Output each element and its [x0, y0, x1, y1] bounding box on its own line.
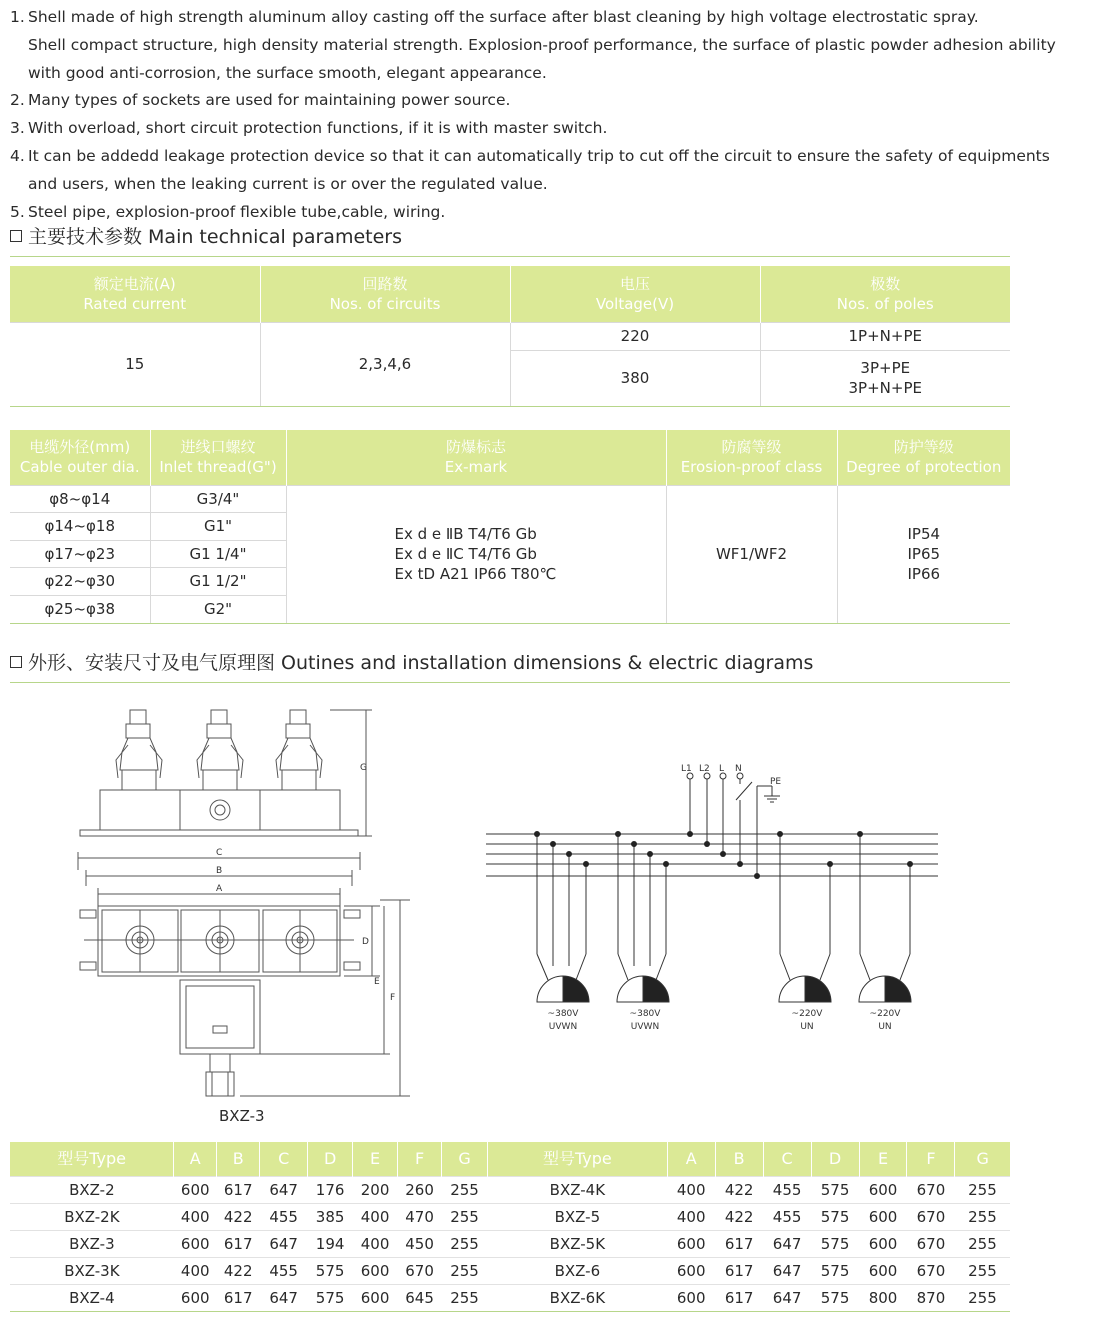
table-row: [10, 1177, 1010, 1204]
header-cable-dia: 电缆外径(mm) Cable outer dia.: [10, 430, 150, 485]
socket-symbols: [537, 976, 911, 1002]
table-cell: 400: [667, 1204, 715, 1231]
header-exmark: 防爆标志 Ex-mark: [286, 430, 666, 485]
electric-diagram: [486, 778, 938, 980]
cable-dia-value: φ22~φ30: [10, 567, 150, 595]
feature-number: 5.: [10, 202, 25, 221]
table-cell: 670: [398, 1258, 442, 1285]
header-cell: F: [907, 1142, 955, 1177]
table-cell: 455: [763, 1177, 811, 1204]
bus-label: L: [719, 764, 725, 774]
table-cell: BXZ-2K: [10, 1204, 174, 1231]
table-cell: 670: [907, 1231, 955, 1258]
feature-text: and users, when the leaking current is or over the regulated value.: [28, 174, 548, 193]
thread-value: G1 1/2": [150, 567, 286, 595]
thread-value: G1 1/4": [150, 540, 286, 567]
poles-value: 1P+N+PE: [760, 322, 1010, 350]
header-cell: E: [859, 1142, 907, 1177]
table-cell: 575: [811, 1204, 859, 1231]
table-cell: 575: [308, 1285, 353, 1312]
table-header-row: [10, 266, 1010, 322]
feature-text: Shell compact structure, high density material strength. Explosion-proof performance, the surface of plastic powder adhesion ability: [28, 35, 1056, 54]
table-cell: 422: [715, 1204, 763, 1231]
socket-voltage: ~220V: [791, 1009, 823, 1019]
table-cell: 255: [955, 1231, 1010, 1258]
protection-value: IP54 IP65 IP66: [837, 485, 1010, 623]
socket-phase: UN: [878, 1022, 892, 1032]
checkbox-square-icon: [10, 656, 22, 668]
bus-label: N: [735, 764, 742, 774]
voltage-value: 380: [510, 350, 760, 406]
header-cell: C: [763, 1142, 811, 1177]
header-cell: B: [715, 1142, 763, 1177]
table-header-row: [10, 1142, 1010, 1177]
table-row: [10, 1204, 1010, 1231]
table-cell: 647: [763, 1231, 811, 1258]
socket-voltage: ~380V: [547, 1009, 579, 1019]
section-title-drawings: [10, 650, 813, 676]
table-cell: 422: [715, 1177, 763, 1204]
table-cell: 255: [955, 1204, 1010, 1231]
feature-number: 3.: [10, 119, 25, 138]
table-cell: 400: [667, 1177, 715, 1204]
header-cell: C: [260, 1142, 308, 1177]
socket-phase: UVWN: [630, 1022, 660, 1032]
table-cell: BXZ-2: [10, 1177, 174, 1204]
plug-icon: [197, 710, 243, 790]
bus-label: L1: [681, 764, 692, 774]
header-cell: 型号Type: [488, 1142, 668, 1177]
section-title-text: 主要技术参数 Main technical parameters: [28, 226, 402, 248]
cable-dia-value: φ8~φ14: [10, 485, 150, 512]
cable-dia-value: φ25~φ38: [10, 595, 150, 623]
table-cell: 670: [907, 1258, 955, 1285]
header-voltage: 电压 Voltage(V): [510, 266, 760, 322]
feature-text: Many types of sockets are used for maintaining power source.: [28, 91, 511, 110]
section-divider: [10, 256, 1010, 257]
table-cell: 575: [811, 1258, 859, 1285]
header-cell: E: [353, 1142, 398, 1177]
table-cell: 400: [174, 1258, 217, 1285]
table-cell: 455: [763, 1204, 811, 1231]
table-row: [10, 1258, 1010, 1285]
table-cell: 422: [217, 1258, 260, 1285]
section-title-technical: [10, 224, 402, 250]
table-cell: 617: [715, 1231, 763, 1258]
header-cell: G: [442, 1142, 488, 1177]
technical-params-table: [10, 266, 1010, 407]
table-cell: 200: [353, 1177, 398, 1204]
feature-item-4: [10, 143, 1095, 199]
table-cell: 455: [260, 1258, 308, 1285]
table-cell: 255: [955, 1285, 1010, 1312]
table-cell: 400: [174, 1204, 217, 1231]
plug-icon: [116, 710, 162, 790]
circuits-value: 2,3,4,6: [260, 322, 510, 406]
table-cell: 617: [217, 1285, 260, 1312]
feature-item-5: [10, 199, 1095, 227]
table-cell: 400: [353, 1231, 398, 1258]
table-cell: 600: [667, 1231, 715, 1258]
rated-current-value: 15: [10, 322, 260, 406]
table-cell: 600: [859, 1258, 907, 1285]
table-cell: 194: [308, 1231, 353, 1258]
table-cell: 255: [442, 1177, 488, 1204]
table-cell: 255: [442, 1285, 488, 1312]
header-cell: B: [217, 1142, 260, 1177]
table-cell: 575: [308, 1258, 353, 1285]
voltage-value: 220: [510, 322, 760, 350]
header-circuits: 回路数 Nos. of circuits: [260, 266, 510, 322]
table-cell: BXZ-5K: [488, 1231, 668, 1258]
model-label: BXZ-3: [219, 1107, 265, 1125]
header-inlet-thread: 进线口螺纹 Inlet thread(G"): [150, 430, 286, 485]
table-cell: 255: [442, 1258, 488, 1285]
cable-dia-value: φ14~φ18: [10, 512, 150, 540]
thread-value: G2": [150, 595, 286, 623]
table-cell: 255: [955, 1258, 1010, 1285]
feature-text: With overload, short circuit protection functions, if it is with master switch.: [28, 119, 608, 138]
header-cell: A: [174, 1142, 217, 1177]
header-cell: 型号Type: [10, 1142, 174, 1177]
checkbox-square-icon: [10, 230, 22, 242]
header-cell: A: [667, 1142, 715, 1177]
table-cell: 600: [667, 1258, 715, 1285]
header-cell: D: [308, 1142, 353, 1177]
table-cell: 600: [859, 1204, 907, 1231]
table-cell: BXZ-3K: [10, 1258, 174, 1285]
table-cell: 645: [398, 1285, 442, 1312]
table-cell: BXZ-5: [488, 1204, 668, 1231]
table-cell: BXZ-4: [10, 1285, 174, 1312]
header-cell: D: [811, 1142, 859, 1177]
table-cell: 575: [811, 1285, 859, 1312]
table-cell: 870: [907, 1285, 955, 1312]
feature-item-1: [10, 4, 1095, 87]
pe-label: PE: [770, 777, 782, 787]
feature-number: 2.: [10, 91, 25, 110]
feature-item-3: [10, 115, 1095, 143]
feature-item-2: [10, 87, 1095, 115]
table-cell: 617: [715, 1258, 763, 1285]
table-cell: 800: [859, 1285, 907, 1312]
model-dimensions-table: [10, 1142, 1010, 1312]
table-cell: 600: [174, 1177, 217, 1204]
socket-icon: [537, 976, 563, 1002]
table-cell: BXZ-6K: [488, 1285, 668, 1312]
table-cell: 600: [859, 1177, 907, 1204]
table-cell: 670: [907, 1204, 955, 1231]
table-cell: 400: [353, 1204, 398, 1231]
socket-icon: [617, 976, 643, 1002]
socket-phase: UN: [800, 1022, 814, 1032]
table-cell: BXZ-4K: [488, 1177, 668, 1204]
socket-voltage: ~380V: [629, 1009, 661, 1019]
table-cell: BXZ-6: [488, 1258, 668, 1285]
thread-value: G3/4": [150, 485, 286, 512]
dim-label-b: B: [216, 866, 223, 876]
table-cell: 617: [715, 1285, 763, 1312]
table-cell: 647: [260, 1285, 308, 1312]
socket-voltage: ~220V: [869, 1009, 901, 1019]
table-cell: 450: [398, 1231, 442, 1258]
table-cell: 255: [442, 1204, 488, 1231]
table-row: [10, 485, 1010, 512]
dim-label-c: C: [216, 848, 223, 858]
feature-text: It can be addedd leakage protection device so that it can automatically trip to cut off the circuit to ensure the safety of equipments: [28, 146, 1050, 165]
table-cell: 575: [811, 1231, 859, 1258]
table-cell: 600: [353, 1285, 398, 1312]
section-divider: [10, 682, 1010, 683]
socket-icon: [779, 976, 805, 1002]
table-row: [10, 1285, 1010, 1312]
thread-value: G1": [150, 512, 286, 540]
table-cell: 647: [260, 1231, 308, 1258]
bus-label: L2: [699, 764, 710, 774]
exmark-value: Ex d e ⅡB T4/T6 Gb Ex d e ⅡC T4/T6 Gb Ex tD A21 IP66 T80℃: [286, 485, 666, 623]
table-cell: 255: [955, 1177, 1010, 1204]
table-cell: 617: [217, 1177, 260, 1204]
table-row: [10, 322, 1010, 350]
table-cell: 600: [859, 1231, 907, 1258]
table-cell: 647: [763, 1285, 811, 1312]
table-cell: 176: [308, 1177, 353, 1204]
table-row: [10, 1231, 1010, 1258]
dim-label-a: A: [216, 884, 223, 894]
socket-icon: [859, 976, 885, 1002]
plug-icon: [276, 710, 322, 790]
table-cell: 670: [907, 1177, 955, 1204]
header-poles: 极数 Nos. of poles: [760, 266, 1010, 322]
poles-value: 3P+PE 3P+N+PE: [760, 350, 1010, 406]
table-cell: 260: [398, 1177, 442, 1204]
header-cell: G: [955, 1142, 1010, 1177]
header-protection: 防护等级 Degree of protection: [837, 430, 1010, 485]
feature-text: Shell made of high strength aluminum alloy casting off the surface after blast cleaning by high voltage electrostatic spray.: [28, 8, 979, 26]
section-title-text: 外形、安装尺寸及电气原理图 Outines and installation dimensions & electric diagrams: [28, 652, 814, 674]
drawings-area: [0, 690, 1100, 1140]
table-header-row: [10, 430, 1010, 485]
dim-label-f: F: [390, 993, 396, 1003]
table-cell: 600: [174, 1285, 217, 1312]
feature-text: Steel pipe, explosion-proof flexible tube,cable, wiring.: [28, 202, 446, 221]
socket-phase: UVWN: [548, 1022, 578, 1032]
feature-list: [10, 4, 1095, 226]
table-cell: 600: [353, 1258, 398, 1285]
header-rated-current: 额定电流(A) Rated current: [10, 266, 260, 322]
table-cell: 255: [442, 1231, 488, 1258]
table-cell: 575: [811, 1177, 859, 1204]
feature-number: 1.: [10, 8, 25, 26]
header-erosion: 防腐等级 Erosion-proof class: [666, 430, 837, 485]
table-cell: 385: [308, 1204, 353, 1231]
table-cell: 617: [217, 1231, 260, 1258]
table-cell: 455: [260, 1204, 308, 1231]
table-cell: BXZ-3: [10, 1231, 174, 1258]
cable-dia-value: φ17~φ23: [10, 540, 150, 567]
table-cell: 647: [260, 1177, 308, 1204]
feature-number: 4.: [10, 146, 25, 165]
table-cell: 470: [398, 1204, 442, 1231]
table-cell: 600: [174, 1231, 217, 1258]
exproof-table: [10, 430, 1010, 624]
erosion-value: WF1/WF2: [666, 485, 837, 623]
table-cell: 647: [763, 1258, 811, 1285]
table-cell: 422: [217, 1204, 260, 1231]
table-cell: 600: [667, 1285, 715, 1312]
header-cell: F: [398, 1142, 442, 1177]
dim-label-e: E: [374, 977, 380, 987]
feature-text: with good anti-corrosion, the surface smooth, elegant appearance.: [28, 63, 547, 82]
dim-label-d: D: [362, 937, 369, 947]
dim-label-g: G: [360, 763, 367, 773]
